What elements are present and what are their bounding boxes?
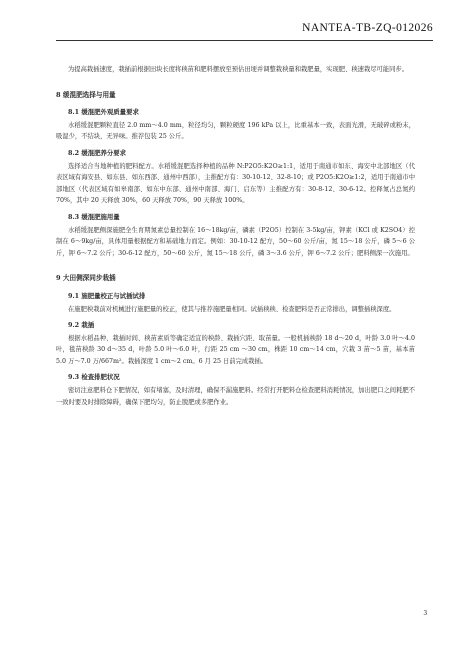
document-body (56, 64, 415, 408)
section-9-heading: 9 大田侧深同步栽插 (56, 274, 116, 283)
section-8-3-text: 水稻缓混肥侧深施肥全生育期氮素总量控制在 16～18kg/亩，磷素（P2O5）控制在 3-5kg/亩，钾素（KCl 或 K2SO4）控制在 6～9kg/亩，具体用量根据配方和基础地力而定。例如：30-10-12 配方，50～60 公斤/亩，氮 15～18 公斤，磷 5～6 公斤，钾 6～7.2 公斤；30-6-12 配方，50～60 公斤，氮 15～18 公斤，磷 3～3.6 公斤，钾 6～7.2 公斤；肥料侧深一次施用。 (56, 226, 415, 257)
header-rule (56, 40, 433, 41)
section-9-2-heading: 9.2 栽插 (68, 321, 95, 330)
section-8-3-heading: 8.3 缓混肥施用量 (68, 212, 120, 221)
section-8-heading: 8 缓混肥选择与用量 (56, 90, 116, 99)
intro-paragraph: 为提高栽插速度，栽插前根据田块长度将秧苗和肥料摆放至预估田埂并调整栽秧量和栽肥量，实现肥、秧速栽尽可能同步。 (68, 66, 409, 73)
section-9-1-heading: 9.1 施肥量校正与试插试排 (68, 291, 146, 300)
document-code: NANTEA-TB-ZQ-012026 (302, 22, 433, 34)
section-8-1-heading: 8.1 缓混肥外观质量要求 (68, 108, 139, 117)
section-9-2-text: 根据水稻品种、栽插时间、秧苗素质等确定适宜的秧龄、栽插穴距、取苗量。一般机插秧龄 18 d～20 d，叶龄 3.0 叶～4.0 叶，毯苗秧龄 30 d～35 d，叶龄 5.0 叶～6.0 叶，行距 25 cm ～30 cm，株距 10 cm～14 cm，穴栽 3 苗～5 苗，基本苗 5.0 万～7.0 万/667m²。栽插深度 1 cm～2 cm。6 月 25 日前完成栽插。 (56, 334, 415, 365)
section-8-2-heading: 8.2 缓混肥养分要求 (68, 148, 127, 157)
page-number: 3 (423, 609, 427, 617)
section-8-2-text: 选择适合当地种植的肥料配方。水稻缓混肥选择种植的品种 N:P2O5:K2O≥1:1，适用于南通市如东、海安中北部地区（代表区域有海安县、如东县、如东西部、通州中西部），主推配方有：30-10-12、32-8-10；或 P2O5:K2O≥1:2，适用于南通市中部地区（代表区域有如皋南部、如东中东部、通州中南部、海门、启东等）主推配方有：30-8-12、30-6-12。控释氮占总氮约 70%，其中 20 天释放 30%，60 天释放 70%，90 天释放 100%。 (56, 162, 415, 205)
section-9-1-text: 在施肥秧栽前对机械进行施肥量的校正，使其与推荐施肥量相同。试插秧秧、检查肥料是否正常排出，调整插秧深度。 (68, 305, 396, 313)
section-8-1-text: 水稻缓混肥颗粒直径 2.0 mm～4.0 mm，粒径均匀，颗粒硬度 196 kPa 以上，比重基本一致，表面光滑，无破碎或粉末，吸湿少，不结块，无异味。推荐包装 25 公斤。 (56, 121, 415, 141)
section-9-3-heading: 9.3 检查排肥状况 (68, 373, 120, 382)
section-9-3-text: 密切注意肥料仓下肥情况，如有堵塞，及时清理，确保不漏施肥料。经常打开肥料仓检查肥料消耗情况，加出肥口之间耗肥不一致时要及时排除障碍，确保下肥均匀，防止脱肥或多肥作业。 (56, 387, 415, 406)
